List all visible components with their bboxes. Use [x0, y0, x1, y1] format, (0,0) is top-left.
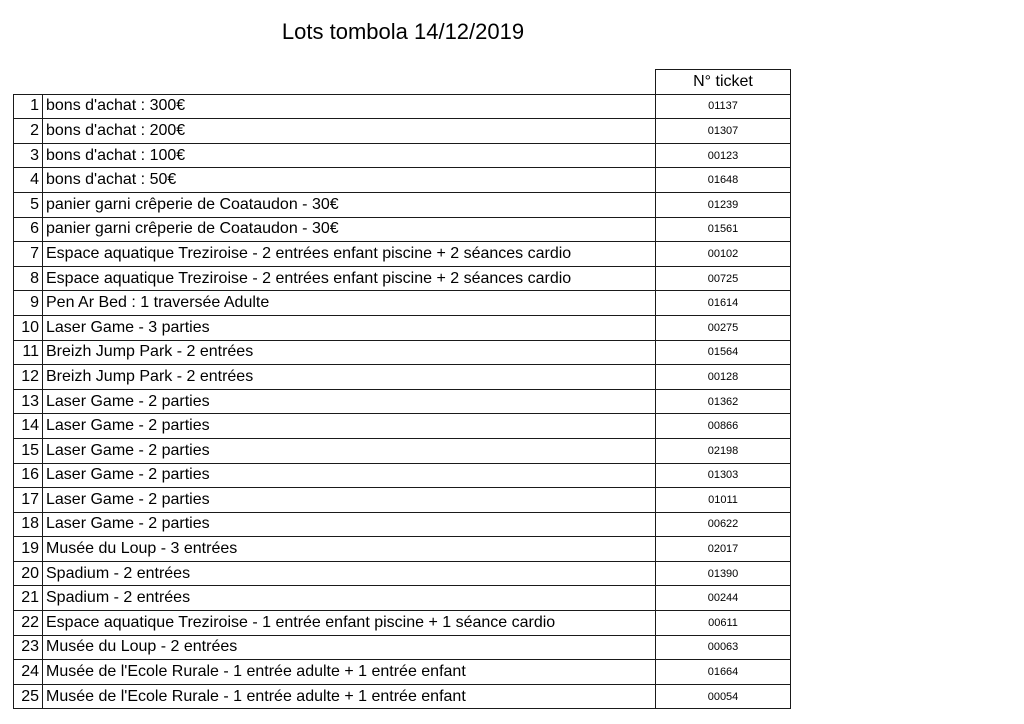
- ticket-number: 01239: [656, 192, 791, 217]
- lot-number: 17: [14, 488, 43, 513]
- lot-number: 15: [14, 438, 43, 463]
- lot-number: 1: [14, 94, 43, 119]
- table-row: [14, 168, 791, 193]
- table-row: [14, 217, 791, 242]
- ticket-number: 02198: [656, 438, 791, 463]
- prize-table: [13, 69, 791, 709]
- table-row: [14, 586, 791, 611]
- lot-number: 16: [14, 463, 43, 488]
- lot-description: bons d'achat : 300€: [43, 94, 656, 119]
- lot-number: 7: [14, 242, 43, 267]
- ticket-number: 01307: [656, 119, 791, 144]
- lot-number: 18: [14, 512, 43, 537]
- ticket-number: 01011: [656, 488, 791, 513]
- lot-description: panier garni crêperie de Coataudon - 30€: [43, 217, 656, 242]
- lot-description: Breizh Jump Park - 2 entrées: [43, 365, 656, 390]
- ticket-number: 01564: [656, 340, 791, 365]
- table-row: [14, 512, 791, 537]
- lot-description: Espace aquatique Treziroise - 2 entrées enfant piscine + 2 séances cardio: [43, 266, 656, 291]
- ticket-number: 01664: [656, 660, 791, 685]
- ticket-number: 01137: [656, 94, 791, 119]
- table-row: [14, 242, 791, 267]
- table-header-row: [14, 70, 791, 95]
- lot-number: 14: [14, 414, 43, 439]
- ticket-number: 01390: [656, 561, 791, 586]
- table-row: [14, 438, 791, 463]
- table-row: [14, 660, 791, 685]
- lot-number: 5: [14, 192, 43, 217]
- lot-number: 22: [14, 611, 43, 636]
- ticket-number: 00275: [656, 315, 791, 340]
- lot-number: 2: [14, 119, 43, 144]
- ticket-number: 00622: [656, 512, 791, 537]
- lot-description: Espace aquatique Treziroise - 1 entrée enfant piscine + 1 séance cardio: [43, 611, 656, 636]
- lot-number: 11: [14, 340, 43, 365]
- lot-number: 10: [14, 315, 43, 340]
- table-row: [14, 192, 791, 217]
- table-row: [14, 561, 791, 586]
- ticket-number: 00244: [656, 586, 791, 611]
- lot-number: 25: [14, 684, 43, 709]
- table-row: [14, 266, 791, 291]
- table-row: [14, 463, 791, 488]
- prize-table-body: [14, 94, 791, 709]
- lot-description: Musée du Loup - 2 entrées: [43, 635, 656, 660]
- table-row: [14, 414, 791, 439]
- lot-number: 8: [14, 266, 43, 291]
- lot-number: 4: [14, 168, 43, 193]
- lot-description: Spadium - 2 entrées: [43, 586, 656, 611]
- lot-number: 12: [14, 365, 43, 390]
- table-row: [14, 291, 791, 316]
- ticket-number: 01648: [656, 168, 791, 193]
- lot-number: 9: [14, 291, 43, 316]
- lot-description: bons d'achat : 50€: [43, 168, 656, 193]
- ticket-number: 00123: [656, 143, 791, 168]
- lot-description: Laser Game - 2 parties: [43, 438, 656, 463]
- table-row: [14, 635, 791, 660]
- lot-number: 13: [14, 389, 43, 414]
- lot-number: 23: [14, 635, 43, 660]
- lot-description: bons d'achat : 100€: [43, 143, 656, 168]
- lot-number: 24: [14, 660, 43, 685]
- lot-description: Laser Game - 2 parties: [43, 389, 656, 414]
- table-row: [14, 365, 791, 390]
- ticket-number: 00102: [656, 242, 791, 267]
- table-row: [14, 143, 791, 168]
- table-row: [14, 684, 791, 709]
- lot-description: Musée du Loup - 3 entrées: [43, 537, 656, 562]
- table-row: [14, 611, 791, 636]
- lot-description: panier garni crêperie de Coataudon - 30€: [43, 192, 656, 217]
- ticket-number: 01303: [656, 463, 791, 488]
- lot-description: Laser Game - 3 parties: [43, 315, 656, 340]
- lot-description: Laser Game - 2 parties: [43, 512, 656, 537]
- page-title: Lots tombola 14/12/2019: [281, 19, 525, 44]
- lot-description: Breizh Jump Park - 2 entrées: [43, 340, 656, 365]
- table-row: [14, 340, 791, 365]
- ticket-number: 02017: [656, 537, 791, 562]
- lot-number: 3: [14, 143, 43, 168]
- ticket-number: 00725: [656, 266, 791, 291]
- ticket-column-header: N° ticket: [656, 70, 791, 95]
- table-row: [14, 315, 791, 340]
- lot-description: Laser Game - 2 parties: [43, 414, 656, 439]
- lot-description: Spadium - 2 entrées: [43, 561, 656, 586]
- table-row: [14, 119, 791, 144]
- ticket-number: 00128: [656, 365, 791, 390]
- ticket-number: 01561: [656, 217, 791, 242]
- header-blank-cell: [43, 70, 656, 95]
- lot-description: Laser Game - 2 parties: [43, 463, 656, 488]
- lot-description: Espace aquatique Treziroise - 2 entrées enfant piscine + 2 séances cardio: [43, 242, 656, 267]
- header-blank-cell: [14, 70, 43, 95]
- lot-description: Musée de l'Ecole Rurale - 1 entrée adulte + 1 entrée enfant: [43, 684, 656, 709]
- table-row: [14, 94, 791, 119]
- lot-description: Musée de l'Ecole Rurale - 1 entrée adulte + 1 entrée enfant: [43, 660, 656, 685]
- table-row: [14, 488, 791, 513]
- ticket-number: 01362: [656, 389, 791, 414]
- ticket-number: 01614: [656, 291, 791, 316]
- lot-number: 21: [14, 586, 43, 611]
- ticket-number: 00054: [656, 684, 791, 709]
- lot-description: Laser Game - 2 parties: [43, 488, 656, 513]
- lot-description: bons d'achat : 200€: [43, 119, 656, 144]
- lot-number: 20: [14, 561, 43, 586]
- lot-number: 6: [14, 217, 43, 242]
- lot-description: Pen Ar Bed : 1 traversée Adulte: [43, 291, 656, 316]
- table-row: [14, 389, 791, 414]
- ticket-number: 00063: [656, 635, 791, 660]
- lot-number: 19: [14, 537, 43, 562]
- table-row: [14, 537, 791, 562]
- ticket-number: 00611: [656, 611, 791, 636]
- ticket-number: 00866: [656, 414, 791, 439]
